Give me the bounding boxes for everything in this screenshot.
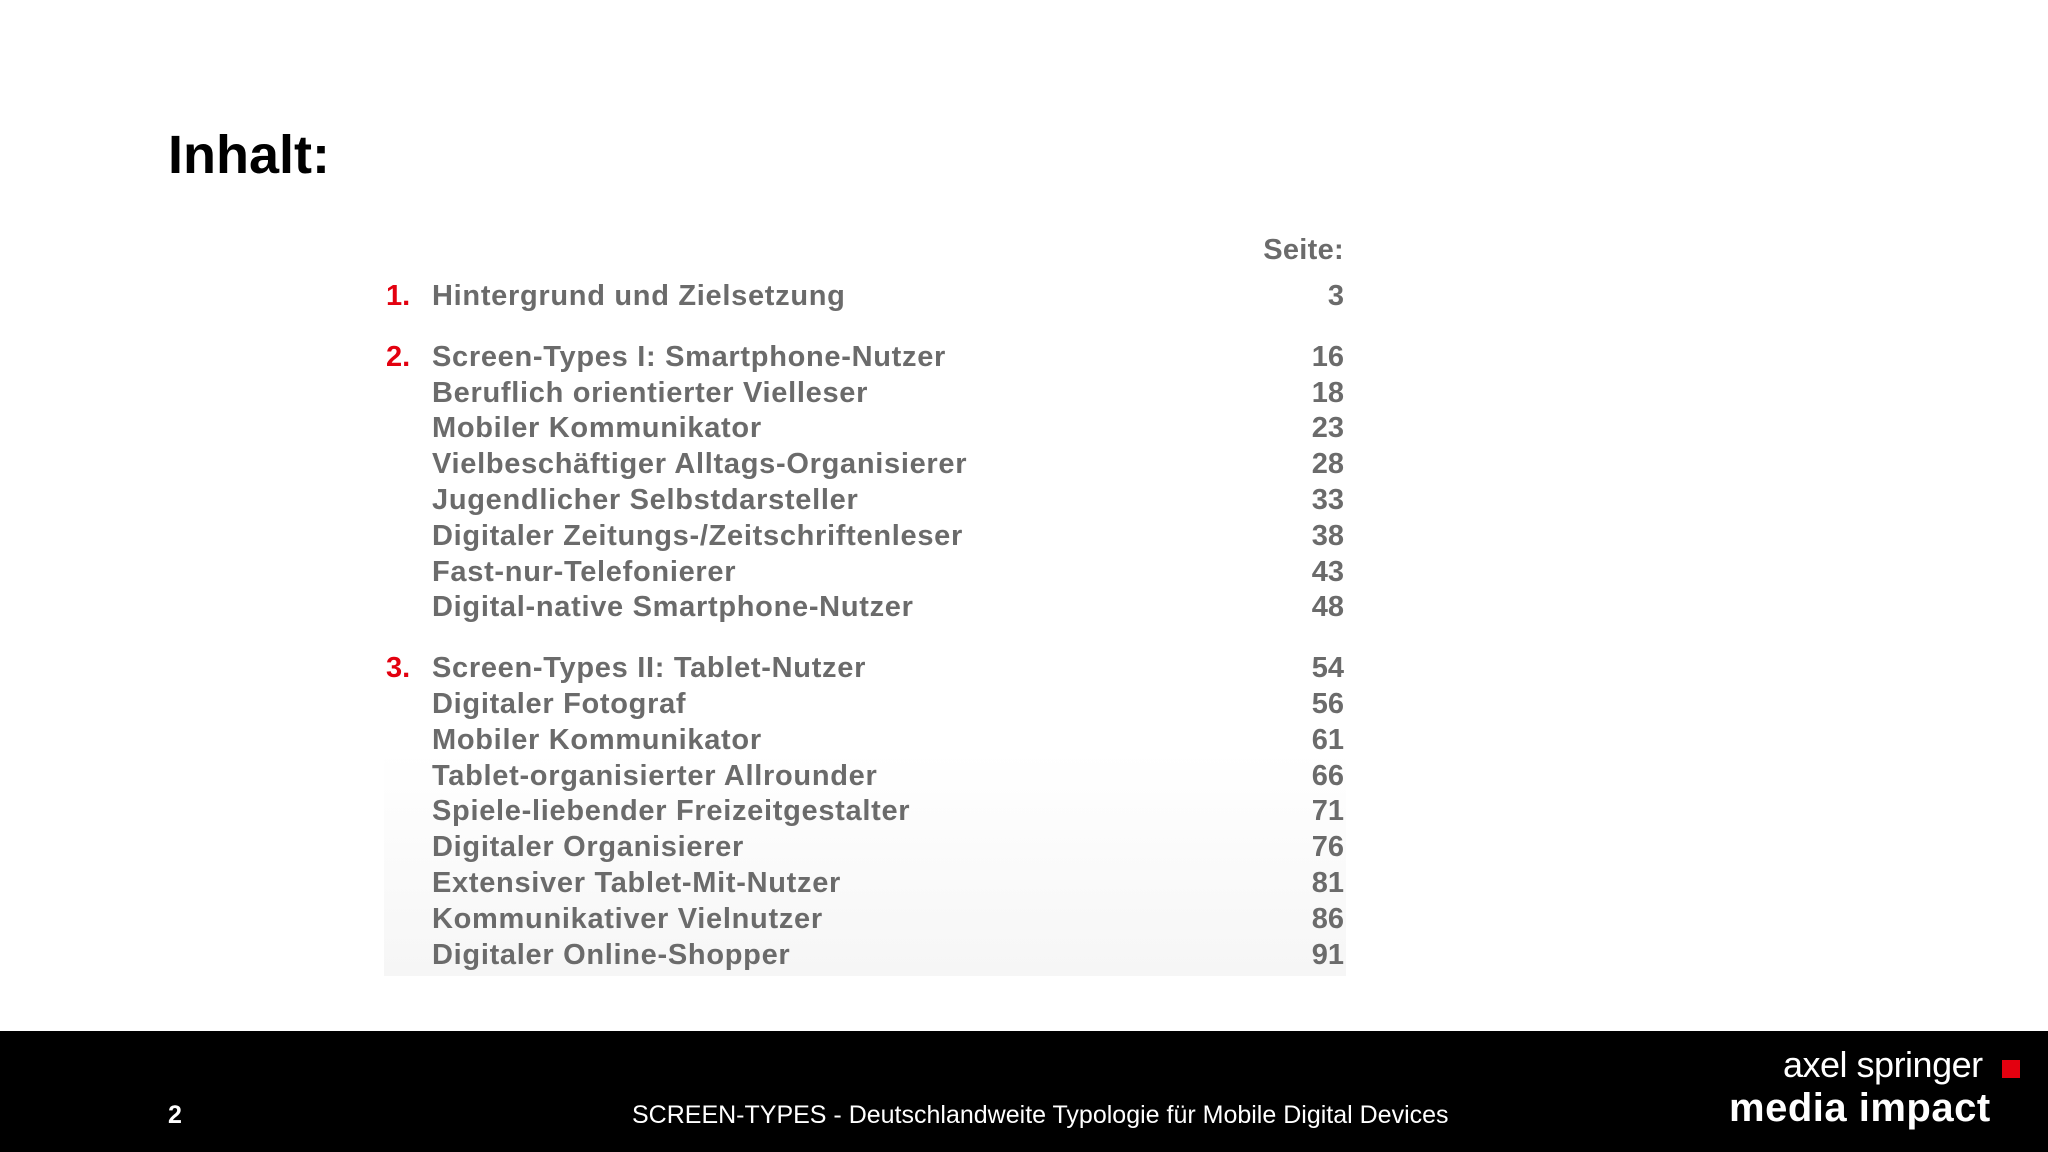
toc-item-title: Digital-native Smartphone-Nutzer — [432, 591, 914, 624]
toc-page-number: 38 — [1311, 519, 1344, 552]
toc-item-row — [384, 937, 1346, 973]
toc-item-title: Beruflich orientierter Vielleser — [432, 376, 869, 409]
toc-section-title: Screen-Types II: Tablet-Nutzer — [432, 652, 867, 685]
toc-page-number: 18 — [1311, 376, 1344, 409]
toc-section-title: Screen-Types I: Smartphone-Nutzer — [432, 340, 947, 373]
toc-page-number: 71 — [1311, 795, 1344, 828]
table-of-contents — [384, 226, 1346, 976]
toc-item-title: Kommunikativer Vielnutzer — [432, 902, 823, 935]
toc-section-title: Hintergrund und Zielsetzung — [432, 280, 846, 312]
toc-page-number: 76 — [1311, 831, 1344, 864]
toc-page-number: 56 — [1311, 688, 1344, 720]
toc-item-row — [384, 865, 1346, 901]
toc-section-row — [384, 278, 1346, 314]
toc-item-row — [384, 518, 1346, 554]
toc-item-title: Fast-nur-Telefonierer — [432, 555, 737, 588]
toc-item-row — [384, 901, 1346, 937]
toc-item-row — [384, 375, 1346, 411]
toc-item-row — [384, 722, 1346, 758]
toc-section-row — [384, 339, 1346, 375]
toc-page-number: 48 — [1311, 591, 1344, 624]
footer-bar — [0, 1031, 2048, 1152]
toc-item-title: Extensiver Tablet-Mit-Nutzer — [432, 867, 842, 899]
toc-item-title: Digitaler Organisierer — [432, 831, 744, 864]
toc-item-title: Tablet-organisierter Allrounder — [432, 759, 878, 792]
toc-page-number: 91 — [1311, 938, 1344, 971]
toc-item-row — [384, 410, 1346, 446]
toc-item-row — [384, 686, 1346, 722]
toc-page-number: 81 — [1311, 867, 1344, 899]
brand-logo-square — [2002, 1060, 2020, 1078]
toc-item-row — [384, 589, 1346, 625]
toc-item-title: Digitaler Online-Shopper — [432, 938, 791, 971]
toc-page-number: 28 — [1311, 448, 1344, 481]
toc-item-title: Spiele-liebender Freizeitgestalter — [432, 795, 911, 828]
toc-page-number: 54 — [1311, 652, 1344, 685]
toc-section-number: 1. — [386, 280, 411, 312]
toc-section-number: 2. — [386, 340, 411, 373]
toc-item-title: Vielbeschäftiger Alltags-Organisierer — [432, 448, 968, 481]
page-title: Inhalt: — [168, 125, 330, 185]
toc-page-number: 86 — [1311, 902, 1344, 935]
document-title: SCREEN-TYPES - Deutschlandweite Typologie für Mobile Digital Devices — [632, 1101, 1449, 1129]
toc-item-row — [384, 482, 1346, 518]
toc-section-row — [384, 650, 1346, 686]
toc-item-row — [384, 446, 1346, 482]
toc-page-number: 3 — [1327, 280, 1344, 312]
brand-logo-line1: axel springer — [1783, 1044, 1983, 1085]
toc-section-number: 3. — [386, 652, 411, 685]
toc-item-row — [384, 793, 1346, 829]
toc-item-row — [384, 758, 1346, 794]
brand-logo-line2: media impact — [1729, 1086, 1991, 1130]
toc-item-title: Digitaler Fotograf — [432, 688, 687, 720]
toc-page-number: 33 — [1311, 484, 1344, 516]
toc-page-number: 61 — [1311, 723, 1344, 756]
page-column-header: Seite: — [1263, 234, 1344, 266]
toc-item-title: Digitaler Zeitungs-/Zeitschriftenleser — [432, 519, 963, 552]
toc-page-number: 23 — [1311, 412, 1344, 445]
toc-item-row — [384, 829, 1346, 865]
toc-item-title: Mobiler Kommunikator — [432, 412, 762, 445]
slide-number: 2 — [168, 1101, 182, 1129]
toc-page-number: 43 — [1311, 555, 1344, 588]
toc-page-number: 16 — [1311, 340, 1344, 373]
toc-item-title: Mobiler Kommunikator — [432, 723, 762, 756]
toc-page-number: 66 — [1311, 759, 1344, 792]
toc-item-title: Jugendlicher Selbstdarsteller — [432, 484, 859, 516]
toc-item-row — [384, 554, 1346, 590]
